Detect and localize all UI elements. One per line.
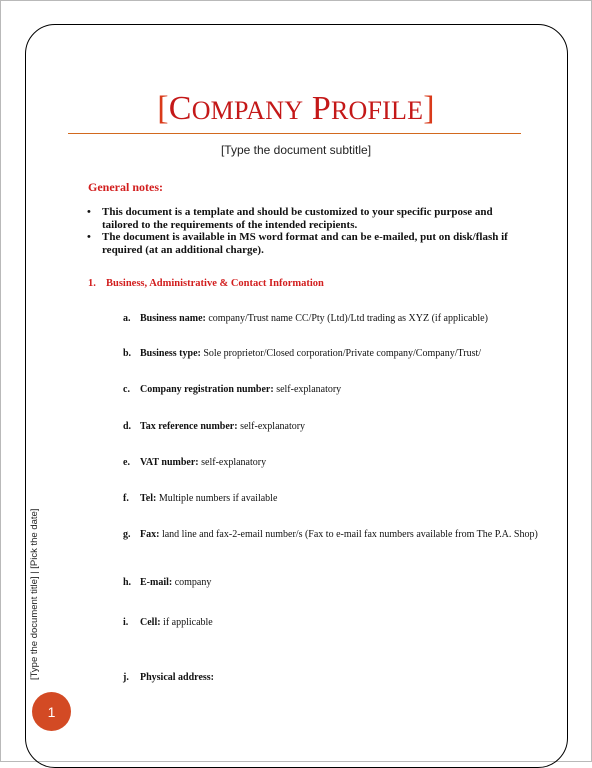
bullet-icon: • xyxy=(87,206,91,218)
item-letter: e. xyxy=(123,457,130,468)
item-label: VAT number: xyxy=(140,457,199,468)
item-value: land line and fax-2-email number/s (Fax to e-mail fax numbers available from The P.A. Shop) xyxy=(159,529,538,540)
list-item xyxy=(123,421,305,432)
item-letter: j. xyxy=(123,672,129,683)
item-letter: d. xyxy=(123,421,132,432)
general-notes-heading: General notes: xyxy=(88,180,163,194)
item-label: Business name: xyxy=(140,313,206,324)
list-item xyxy=(123,384,341,395)
item-letter: h. xyxy=(123,577,132,588)
item-value: if applicable xyxy=(160,617,213,628)
item-letter: c. xyxy=(123,384,130,395)
item-label: Company registration number: xyxy=(140,384,274,395)
general-notes-list xyxy=(86,206,526,256)
note-text: The document is available in MS word format and can be e-mailed, put on disk/flash if required (at an additional charge). xyxy=(102,231,508,256)
title-word2-cap: P xyxy=(311,90,331,127)
list-item xyxy=(123,617,213,628)
item-label: Cell: xyxy=(140,617,161,628)
list-item xyxy=(123,313,488,324)
title-divider xyxy=(68,133,521,134)
list-item xyxy=(123,672,214,683)
list-item xyxy=(86,206,526,231)
item-label: E-mail: xyxy=(140,577,173,588)
section-number: 1. xyxy=(88,278,96,289)
item-value: Multiple numbers if available xyxy=(156,493,278,504)
bullet-icon: • xyxy=(87,231,91,243)
item-value: Sole proprietor/Closed corporation/Private company/Company/Trust/ xyxy=(200,348,482,359)
sidebar-document-info[interactable]: [Type the document title] | [Pick the date] xyxy=(29,508,40,680)
item-letter: g. xyxy=(123,529,131,540)
item-value: company xyxy=(172,577,212,588)
item-label: Business type: xyxy=(140,348,201,359)
list-item xyxy=(123,457,266,468)
title-open-bracket: [ xyxy=(157,90,169,127)
list-item xyxy=(123,577,211,588)
title-word1-cap: C xyxy=(168,90,192,127)
document-title[interactable] xyxy=(0,90,592,128)
item-label: Physical address: xyxy=(140,672,214,683)
section-title: Business, Administrative & Contact Information xyxy=(106,278,324,289)
list-item xyxy=(123,493,277,504)
title-word1-rest: OMPANY xyxy=(191,96,304,125)
item-label: Tax reference number: xyxy=(140,421,238,432)
list-item xyxy=(123,529,538,540)
item-letter: f. xyxy=(123,493,129,504)
note-text: This document is a template and should be customized to your specific purpose and tailored to the requirements of the intended recipients. xyxy=(102,206,493,231)
item-value: self-explanatory xyxy=(273,384,342,395)
section-heading xyxy=(88,278,324,289)
item-value: self-explanatory xyxy=(237,421,306,432)
page-number-badge: 1 xyxy=(32,692,71,731)
item-letter: a. xyxy=(123,313,131,324)
list-item xyxy=(86,231,526,256)
title-close-bracket: ] xyxy=(423,90,435,127)
item-letter: i. xyxy=(123,617,129,628)
title-word2-rest: ROFILE xyxy=(331,96,424,125)
item-label: Tel: xyxy=(140,493,157,504)
item-value: company/Trust name CC/Pty (Ltd)/Ltd trading as XYZ (if applicable) xyxy=(205,313,488,324)
item-label: Fax: xyxy=(140,529,160,540)
item-letter: b. xyxy=(123,348,132,359)
page-border xyxy=(25,24,568,768)
list-item xyxy=(123,348,481,359)
item-value: self-explanatory xyxy=(198,457,267,468)
document-subtitle[interactable]: [Type the document subtitle] xyxy=(220,143,372,157)
